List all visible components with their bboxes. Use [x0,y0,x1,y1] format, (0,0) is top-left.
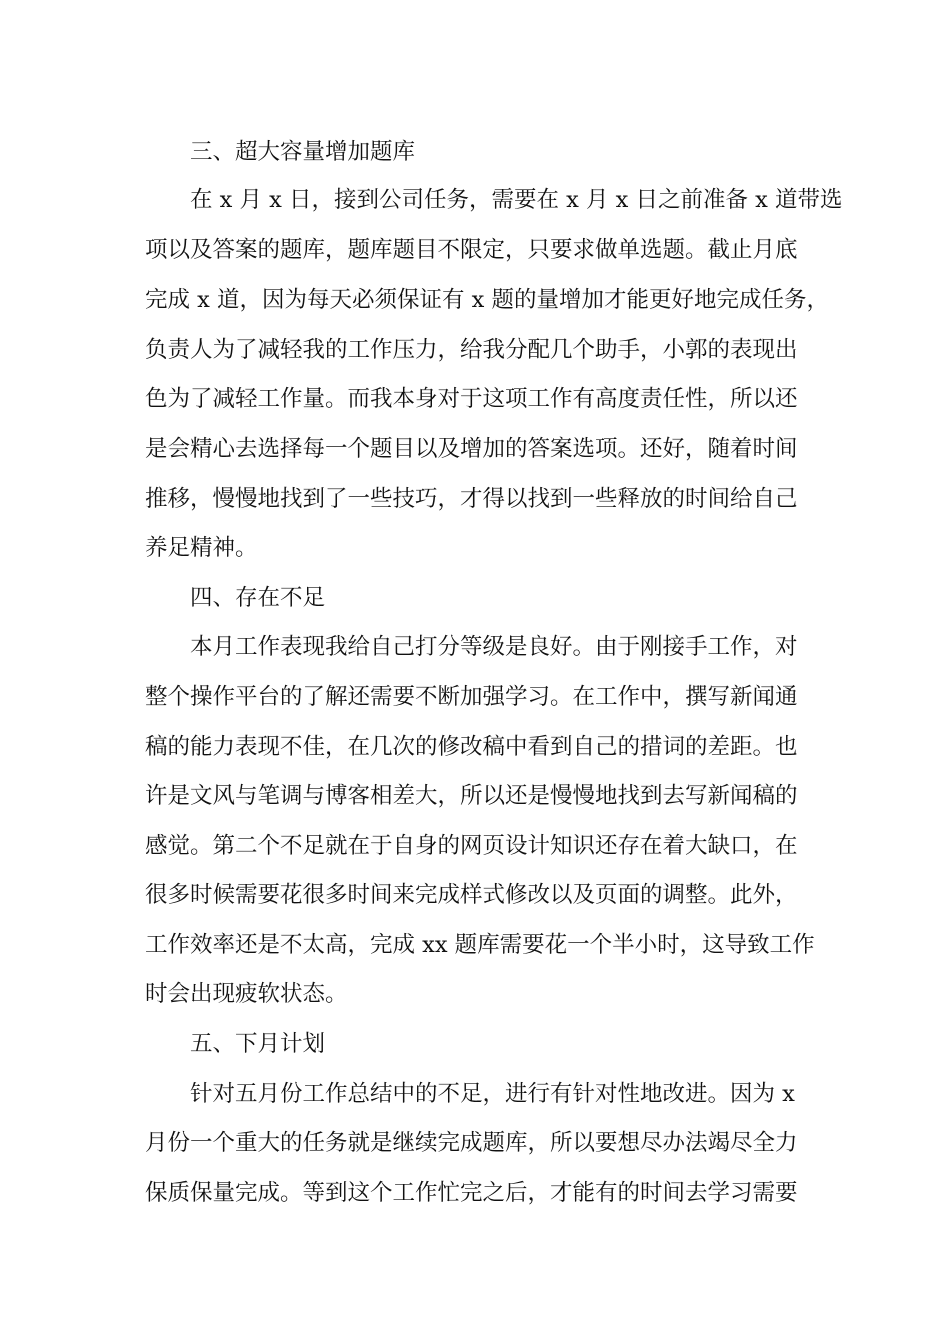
paragraph-line: 工作效率还是不太高，完成 xx 题库需要花一个半小时，这导致工作 [145,932,815,958]
paragraph-line: 保质保量完成。等到这个工作忙完之后，才能有的时间去学习需要 [145,1180,798,1206]
paragraph-line: 稿的能力表现不佳，在几次的修改稿中看到自己的措词的差距。也 [145,734,798,760]
paragraph-line: 在 x 月 x 日，接到公司任务，需要在 x 月 x 日之前准备 x 道带选 [190,187,843,213]
paragraph-line: 感觉。第二个不足就在于自身的网页设计知识还存在着大缺口，在 [145,833,798,859]
paragraph-line: 色为了减轻工作量。而我本身对于这项工作有高度责任性，所以还 [145,386,798,412]
paragraph-line: 完成 x 道，因为每天必须保证有 x 题的量增加才能更好地完成任务， [145,287,829,313]
paragraph-line: 负责人为了减轻我的工作压力，给我分配几个助手，小郭的表现出 [145,337,798,363]
heading-section-3: 三、超大容量增加题库 [190,139,416,165]
paragraph-line: 很多时候需要花很多时间来完成样式修改以及页面的调整。此外， [145,882,798,908]
paragraph-line: 整个操作平台的了解还需要不断加强学习。在工作中，撰写新闻通 [145,684,798,710]
paragraph-line: 月份一个重大的任务就是继续完成题库，所以要想尽办法竭尽全力 [145,1130,798,1156]
paragraph-line: 是会精心去选择每一个题目以及增加的答案选项。还好，随着时间 [145,436,798,462]
heading-section-4: 四、存在不足 [190,585,326,611]
paragraph-line: 本月工作表现我给自己打分等级是良好。由于刚接手工作，对 [190,634,798,660]
paragraph-line: 许是文风与笔调与博客相差大，所以还是慢慢地找到去写新闻稿的 [145,783,798,809]
paragraph-line: 项以及答案的题库，题库题目不限定，只要求做单选题。截止月底 [145,237,798,263]
paragraph-line: 推移，慢慢地找到了一些技巧，才得以找到一些释放的时间给自己 [145,486,798,512]
paragraph-line: 针对五月份工作总结中的不足，进行有针对性地改进。因为 x [190,1081,795,1107]
heading-section-5: 五、下月计划 [190,1031,326,1057]
paragraph-line: 养足精神。 [145,535,258,561]
paragraph-line: 时会出现疲软状态。 [145,981,348,1007]
